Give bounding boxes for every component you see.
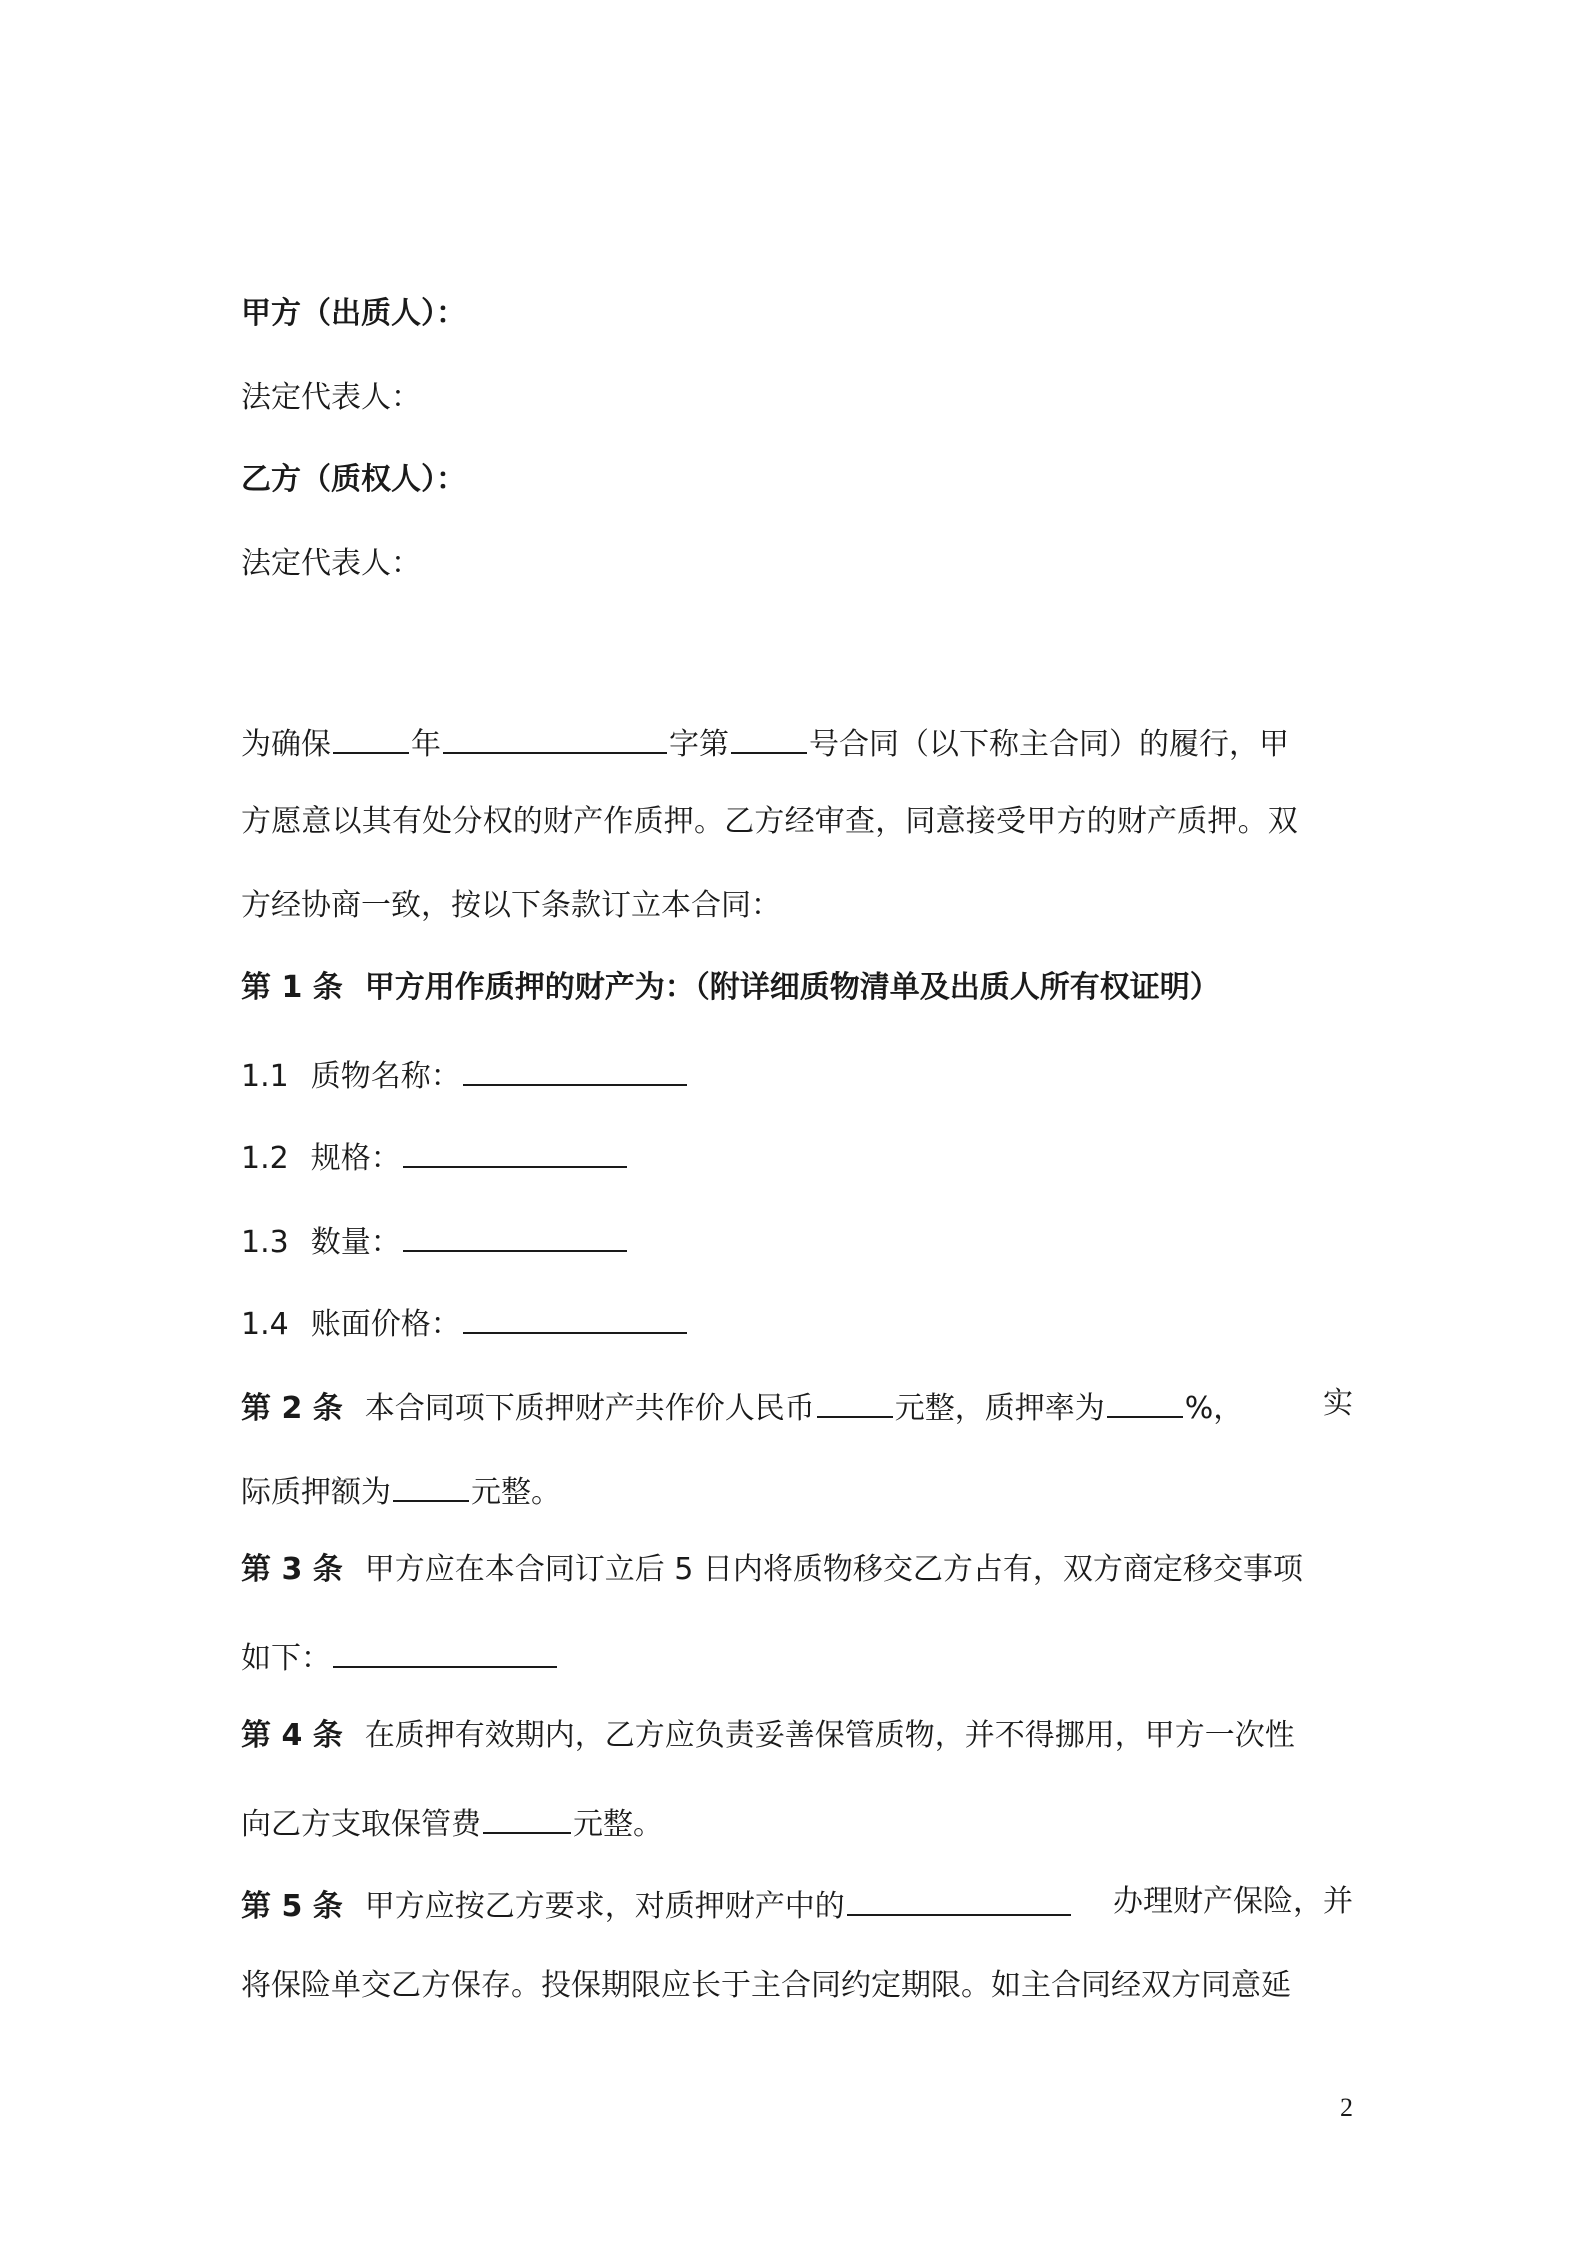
insured-property-blank[interactable]: [847, 1880, 1071, 1916]
party-b-label: 乙方（质权人）：: [241, 462, 466, 497]
article-4: [241, 1714, 1295, 1758]
preamble-line-1: [241, 718, 1353, 767]
preamble-text: 字第: [669, 727, 729, 762]
article-5: [241, 1880, 1353, 1929]
article-2-text: 际质押额为: [241, 1475, 391, 1510]
item-label: 规格：: [310, 1141, 401, 1176]
contract-prefix-blank[interactable]: [443, 718, 667, 754]
article-4-text: 在质押有效期内，乙方应负责妥善保管质物，并不得挪用，甲方一次性: [364, 1718, 1295, 1753]
party-a-label: 甲方（出质人）：: [241, 296, 466, 331]
contract-number-blank[interactable]: [731, 718, 807, 754]
article-2-line-2: [241, 1466, 561, 1515]
pledge-name-blank[interactable]: [463, 1050, 687, 1086]
item-number: 1.4: [241, 1307, 289, 1342]
article-5-text: 办理财产保险，并: [1113, 1884, 1353, 1919]
storage-fee-blank[interactable]: [483, 1798, 571, 1834]
article-1-item: [241, 1298, 689, 1347]
year-blank[interactable]: [333, 718, 409, 754]
article-3-text: 如下：: [241, 1641, 331, 1676]
article-1-item: [241, 1132, 629, 1181]
item-label: 数量：: [310, 1225, 401, 1260]
article-2-mark: 第 2 条: [241, 1391, 343, 1426]
party-b-representative-label: 法定代表人：: [241, 546, 421, 581]
article-4-line-2: [241, 1798, 663, 1847]
actual-pledge-amount-blank[interactable]: [393, 1466, 469, 1502]
pledge-rate-blank[interactable]: [1107, 1382, 1183, 1418]
book-value-blank[interactable]: [463, 1298, 687, 1334]
article-3-line-2: [241, 1632, 559, 1681]
article-5-text: 甲方应按乙方要求，对质押财产中的: [364, 1889, 845, 1924]
article-2-text: 元整，质押率为: [894, 1391, 1105, 1426]
preamble-text: 年: [411, 727, 441, 762]
item-label: 质物名称：: [310, 1059, 461, 1094]
item-number: 1.1: [241, 1059, 289, 1094]
article-3-text: 甲方应在本合同订立后 5 日内将质物移交乙方占有，双方商定移交事项: [364, 1552, 1303, 1587]
page-number: 2: [1340, 2093, 1353, 2122]
article-2: [241, 1382, 1353, 1431]
article-2-text: 本合同项下质押财产共作价人民币: [364, 1391, 815, 1426]
article-3: [241, 1548, 1303, 1592]
article-4-text: 元整。: [573, 1807, 663, 1842]
preamble-line-2: 方愿意以其有处分权的财产作质押。乙方经审查，同意接受甲方的财产质押。双: [241, 804, 1298, 839]
preamble-text: 为确保: [241, 727, 331, 762]
preamble-text: 号合同（以下称主合同）的履行，甲: [809, 727, 1289, 762]
article-2-text: 元整。: [471, 1475, 561, 1510]
article-4-mark: 第 4 条: [241, 1718, 343, 1753]
article-5-line-2: 将保险单交乙方保存。投保期限应长于主合同约定期限。如主合同经双方同意延: [241, 1968, 1291, 2003]
article-4-text: 向乙方支取保管费: [241, 1807, 481, 1842]
party-a-representative-label: 法定代表人：: [241, 380, 421, 415]
specification-blank[interactable]: [403, 1132, 627, 1168]
valuation-blank[interactable]: [817, 1382, 893, 1418]
article-1: [241, 966, 1220, 1010]
article-2-text: %，: [1184, 1391, 1244, 1426]
item-number: 1.3: [241, 1225, 289, 1260]
article-1-mark: 第 1 条: [241, 970, 343, 1005]
article-3-mark: 第 3 条: [241, 1552, 343, 1587]
article-2-text: 实: [1323, 1386, 1353, 1421]
article-1-item: [241, 1050, 689, 1099]
handover-matters-blank[interactable]: [333, 1632, 557, 1668]
article-1-text: 甲方用作质押的财产为：（附详细质物清单及出质人所有权证明）: [364, 970, 1220, 1005]
quantity-blank[interactable]: [403, 1216, 627, 1252]
item-number: 1.2: [241, 1141, 289, 1176]
item-label: 账面价格：: [310, 1307, 461, 1342]
article-5-mark: 第 5 条: [241, 1889, 343, 1924]
article-1-item: [241, 1216, 629, 1265]
preamble-line-3: 方经协商一致，按以下条款订立本合同：: [241, 888, 781, 923]
